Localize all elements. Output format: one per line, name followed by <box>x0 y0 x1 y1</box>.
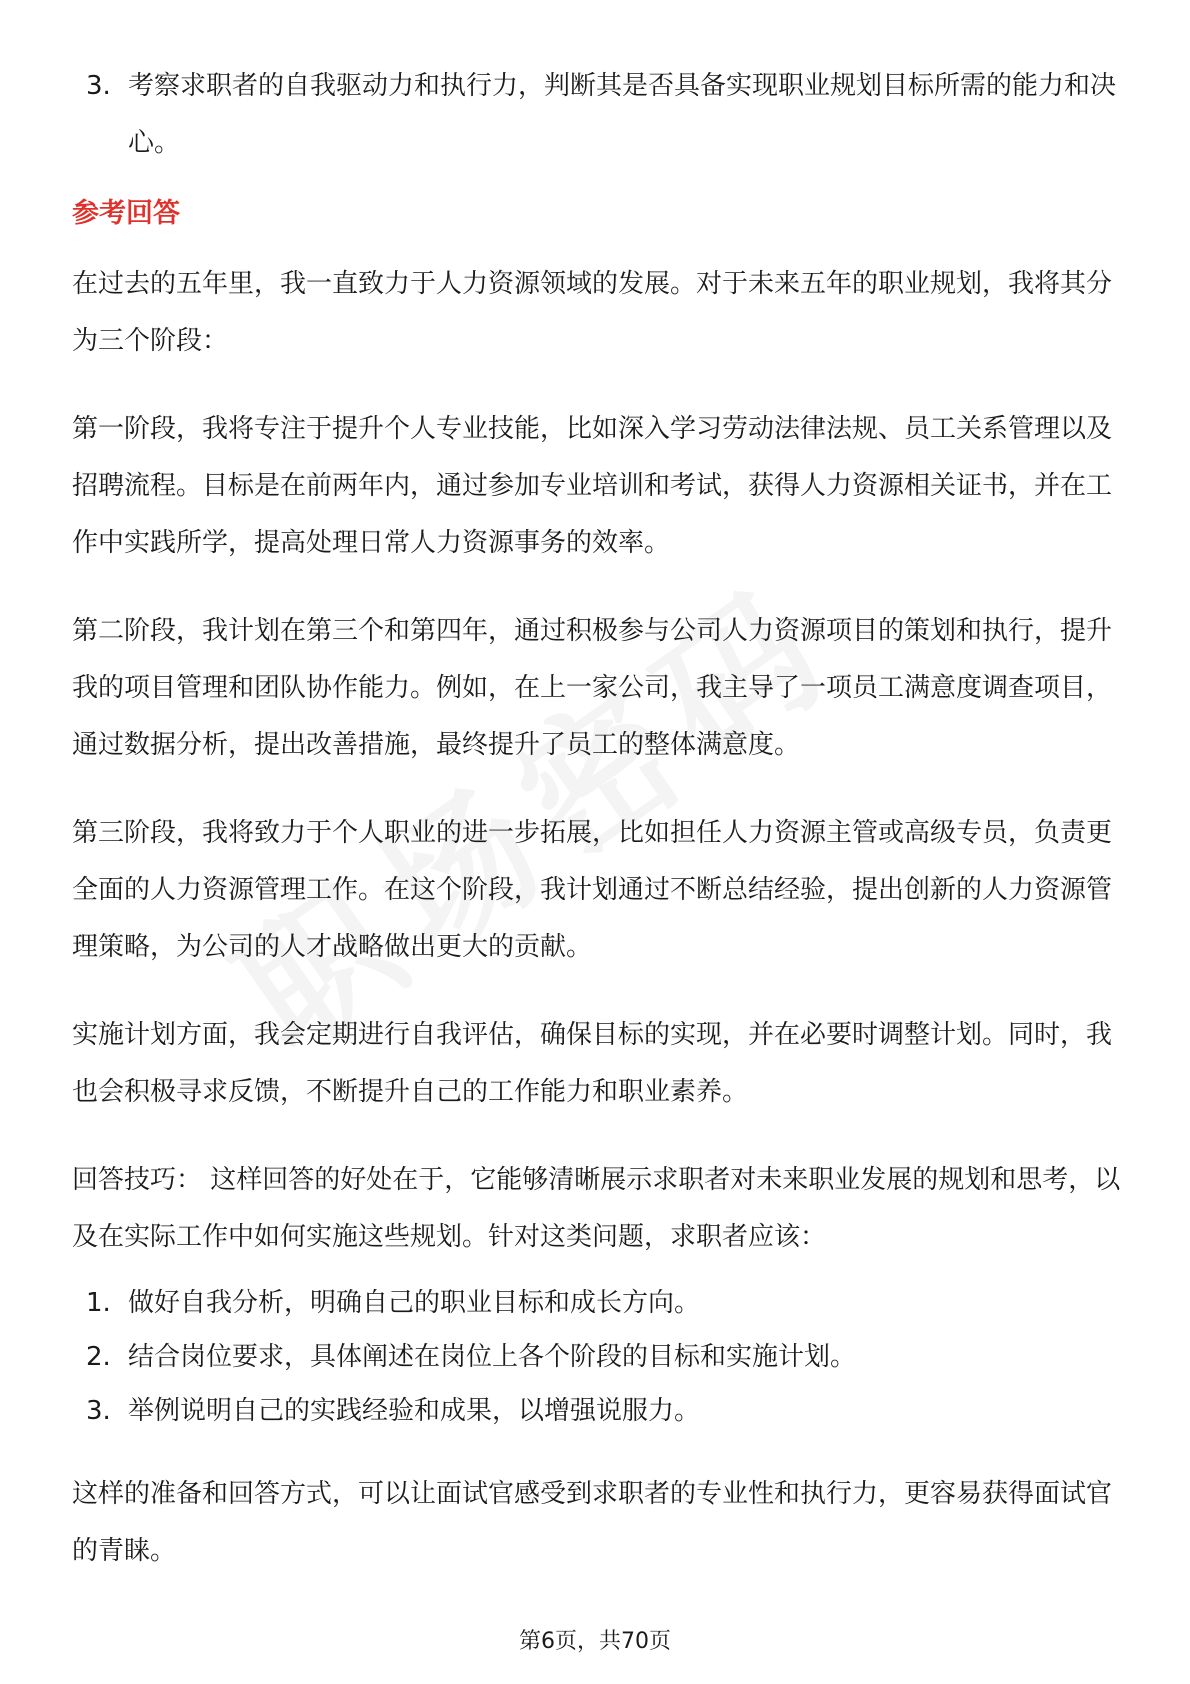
list-item <box>72 1384 1132 1438</box>
list-item-text: 考察求职者的自我驱动力和执行力，判断其是否具备实现职业规划目标所需的能力和决心。 <box>128 71 1117 158</box>
page-number-footer: 第6页，共70页 <box>519 1629 671 1654</box>
list-item <box>72 1276 1132 1330</box>
list-item-number: 3. <box>86 71 111 101</box>
list-item-number: 3. <box>86 1396 111 1426</box>
paragraph-stage-three: 第三阶段，我将致力于个人职业的进一步拓展，比如担任人力资源主管或高级专员，负责更全面的人力资源管理工作。在这个阶段，我计划通过不断总结经验，提出创新的人力资源管理策略，为公司的人才战略做出更大的贡献。 <box>72 818 1113 962</box>
list-item-text: 结合岗位要求，具体阐述在岗位上各个阶段的目标和实施计划。 <box>128 1342 857 1372</box>
page-content <box>72 58 1132 1611</box>
top-numbered-list <box>72 58 1132 172</box>
paragraph-tips: 回答技巧： 这样回答的好处在于，它能够清晰展示求职者对未来职业发展的规划和思考，以及在实际工作中如何实施这些规划。针对这类问题，求职者应该： <box>72 1165 1121 1252</box>
paragraph-stage-one: 第一阶段，我将专注于提升个人专业技能，比如深入学习劳动法律法规、员工关系管理以及招聘流程。目标是在前两年内，通过参加专业培训和考试，获得人力资源相关证书，并在工作中实践所学，提高处理日常人力资源事务的效率。 <box>72 414 1113 558</box>
list-item-text: 举例说明自己的实践经验和成果，以增强说服力。 <box>128 1396 701 1426</box>
paragraph-closing: 这样的准备和回答方式，可以让面试官感受到求职者的专业性和执行力，更容易获得面试官的青睐。 <box>72 1479 1113 1566</box>
paragraph-implementation: 实施计划方面，我会定期进行自我评估，确保目标的实现，并在必要时调整计划。同时，我也会积极寻求反馈，不断提升自己的工作能力和职业素养。 <box>72 1020 1113 1107</box>
paragraph-stage-two: 第二阶段，我计划在第三个和第四年，通过积极参与公司人力资源项目的策划和执行，提升我的项目管理和团队协作能力。例如，在上一家公司，我主导了一项员工满意度调查项目，通过数据分析，提出改善措施，最终提升了员工的整体满意度。 <box>72 616 1113 760</box>
list-item-number: 2. <box>86 1342 111 1372</box>
list-item <box>72 58 1132 172</box>
tips-numbered-list <box>72 1276 1132 1438</box>
list-item-number: 1. <box>86 1288 111 1318</box>
list-item <box>72 1330 1132 1384</box>
section-title: 参考回答 <box>72 198 180 229</box>
list-item-text: 做好自我分析，明确自己的职业目标和成长方向。 <box>128 1288 701 1318</box>
paragraph-intro: 在过去的五年里，我一直致力于人力资源领域的发展。对于未来五年的职业规划，我将其分为三个阶段： <box>72 269 1113 356</box>
